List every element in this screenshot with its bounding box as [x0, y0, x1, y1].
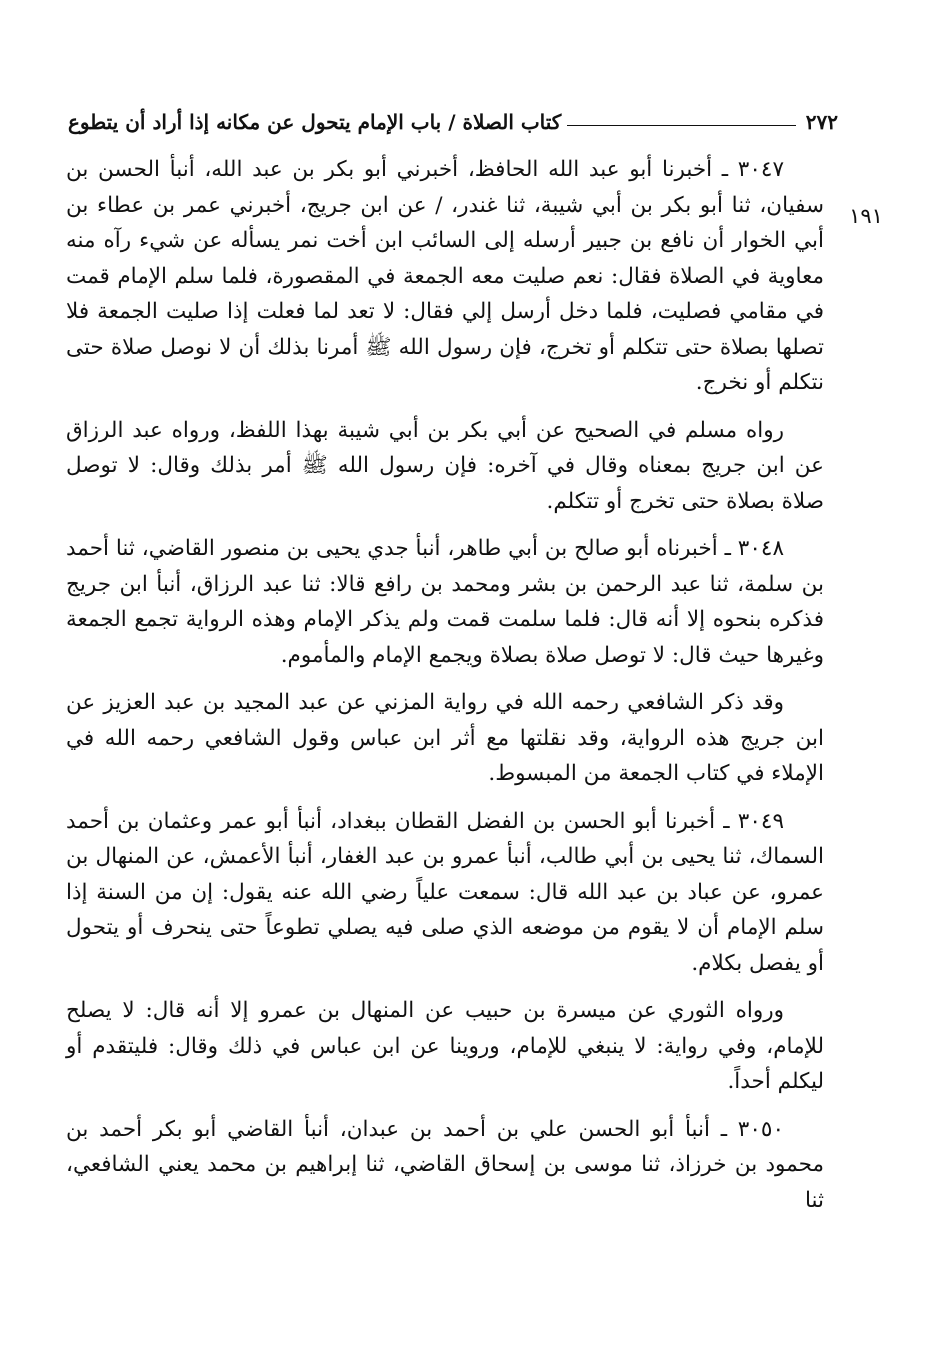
commentary-paragraph: وقد ذكر الشافعي رحمه الله في رواية المزني عن عبد المجيد بن عبد العزيز عن ابن جريج هذه الرواية، وقد نقلتها مع أثر ابن عباس وقول الشافعي رحمه الله في الإملاء في كتاب الجمعة من المبسوط. [66, 690, 824, 786]
page-body [66, 152, 824, 1230]
hadith-3050-paragraph: ٣٠٥٠ ـ أنبأ أبو الحسن علي بن أحمد بن عبدان، أنبأ القاضي أبو بكر أحمد بن محمود بن خرزاذ، ثنا موسى بن إسحاق القاضي، ثنا إبراهيم بن محمد يعني الشافعي، ثنا [66, 1116, 824, 1213]
running-title: كتاب الصلاة / باب الإمام يتحول عن مكانه إذا أراد أن يتطوع [68, 110, 562, 134]
commentary-paragraph: رواه مسلم في الصحيح عن أبي بكر بن أبي شيبة بهذا اللفظ، ورواه عبد الرزاق عن ابن جريج بمعناه وقال في آخره: فإن رسول الله ﷺ أمر بذلك وقال: لا توصل صلاة بصلاة حتى تخرج أو تتكلم. [66, 417, 824, 514]
page-header [68, 98, 838, 134]
page-number: ٢٧٢ [805, 110, 838, 134]
header-rule [567, 125, 795, 126]
hadith-3049-paragraph: ٣٠٤٩ ـ أخبرنا أبو الحسن بن الفضل القطان ببغداد، أنبأ أبو عمر وعثمان بن أحمد السماك، ثنا يحيى بن أبي طالب، أنبأ عمرو بن عبد الغفار، أنبأ الأعمش، عن المنهال بن عمرو، عن عباد بن عبد الله قال: سمعت علياً رضي الله عنه يقول: إن من السنة إذا سلم الإمام أن لا يقوم من موضعه الذي صلى فيه يصلي تطوعاً حتى ينحرف أو يتحول أو يفصل بكلام. [66, 808, 824, 976]
hadith-3047-paragraph: ٣٠٤٧ ـ أخبرنا أبو عبد الله الحافظ، أخبرني أبو بكر بن عبد الله، أنبأ الحسن بن سفيان، ثنا أبو بكر بن أبي شيبة، ثنا غندر، / عن ابن جريج، أخبرني عمر بن عطاء بن أبي الخوار أن نافع بن جبير أرسله إلى السائب ابن أخت نمر يسأله عن شيء رآه منه معاوية في الصلاة فقال: نعم صليت معه الجمعة في المقصورة، فلما سلم الإمام قمت في مقامي فصليت، فلما دخل أرسل إلي فقال: لا تعد لما فعلت إذا صليت الجمعة فلا تصلها بصلاة حتى تتكلم أو تخرج، فإن رسول الله ﷺ أمرنا بذلك أن لا نوصل صلاة حتى نتكلم أو نخرج. [66, 157, 824, 395]
hadith-3048-paragraph: ٣٠٤٨ ـ أخبرناه أبو صالح بن أبي طاهر، أنبأ جدي يحيى بن منصور القاضي، ثنا أحمد بن سلمة، ثنا عبد الرحمن بن بشر ومحمد بن رافع قالا: ثنا عبد الرزاق، أنبأ ابن جريج فذكره بنحوه إلا أنه قال: فلما سلمت قمت ولم يذكر الإمام وهذه الرواية تجمع الجمعة وغيرها حيث قال: لا توصل صلاة بصلاة ويجمع الإمام والمأموم. [66, 536, 824, 668]
margin-page-reference: ١٩١ [849, 204, 883, 228]
commentary-paragraph: ورواه الثوري عن ميسرة بن حبيب عن المنهال بن عمرو إلا أنه قال: لا يصلح للإمام، وفي رواية: لا ينبغي للإمام، وروينا عن ابن عباس في ذلك وقال: فليتقدم أو ليكلم أحداً. [66, 998, 824, 1094]
